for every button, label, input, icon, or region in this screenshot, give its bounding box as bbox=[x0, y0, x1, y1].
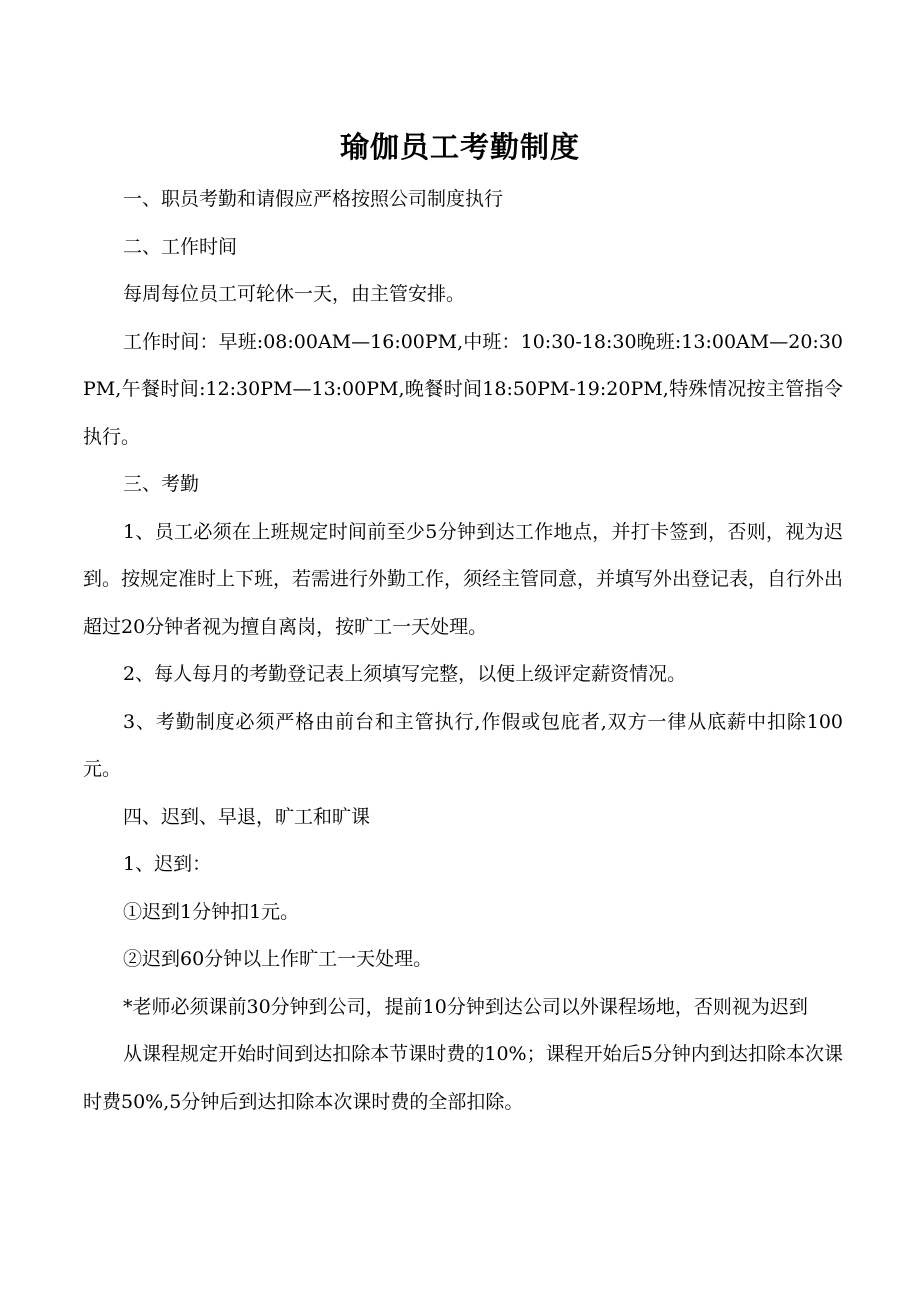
teacher-rule: *老师必须课前30分钟到公司，提前10分钟到达公司以外课程场地，否则视为迟到 bbox=[123, 995, 808, 1018]
document-body bbox=[83, 176, 843, 1126]
attendance-rule-3: 3、考勤制度必须严格由前台和主管执行,作假或包庇者,双方一律从底薪中扣除100元。 bbox=[83, 710, 843, 780]
lateness-rule-2: ②迟到60分钟以上作旷工一天处理。 bbox=[123, 948, 433, 970]
document-title: 瑜伽员工考勤制度 bbox=[339, 130, 580, 164]
rest-day-paragraph: 每周每位员工可轮休一天，由主管安排。 bbox=[123, 283, 466, 305]
attendance-rule-2: 2、每人每月的考勤登记表上须填写完整，以便上级评定薪资情况。 bbox=[123, 663, 687, 685]
section-4-heading: 四、迟到、早退，旷工和旷课 bbox=[123, 805, 371, 828]
lateness-heading: 1、迟到： bbox=[123, 853, 212, 875]
class-fee-deduction-rule: 从课程规定开始时间到达扣除本节课时费的10%；课程开始后5分钟内到达扣除本次课时费50%,5分钟后到达扣除本次课时费的全部扣除。 bbox=[83, 1043, 843, 1113]
working-hours-paragraph: 工作时间：早班:08:00AM—16:00PM,中班：10:30-18:30晚班:13:00AM—20:30PM,午餐时间:12:30PM—13:00PM,晚餐时间18:50PM-19:20PM,特殊情况按主管指令执行。 bbox=[83, 330, 843, 448]
section-1-heading: 一、职员考勤和请假应严格按照公司制度执行 bbox=[123, 188, 504, 210]
section-3-heading: 三、考勤 bbox=[123, 473, 200, 495]
section-2-heading: 二、工作时间 bbox=[123, 235, 238, 258]
lateness-rule-1: ①迟到1分钟扣1元。 bbox=[123, 900, 300, 923]
attendance-rule-1: 1、员工必须在上班规定时间前至少5分钟到达工作地点，并打卡签到，否则，视为迟到。按规定准时上下班，若需进行外勤工作，须经主管同意，并填写外出登记表，自行外出超过20分钟者视为擅自离岗，按旷工一天处理。 bbox=[83, 520, 844, 638]
